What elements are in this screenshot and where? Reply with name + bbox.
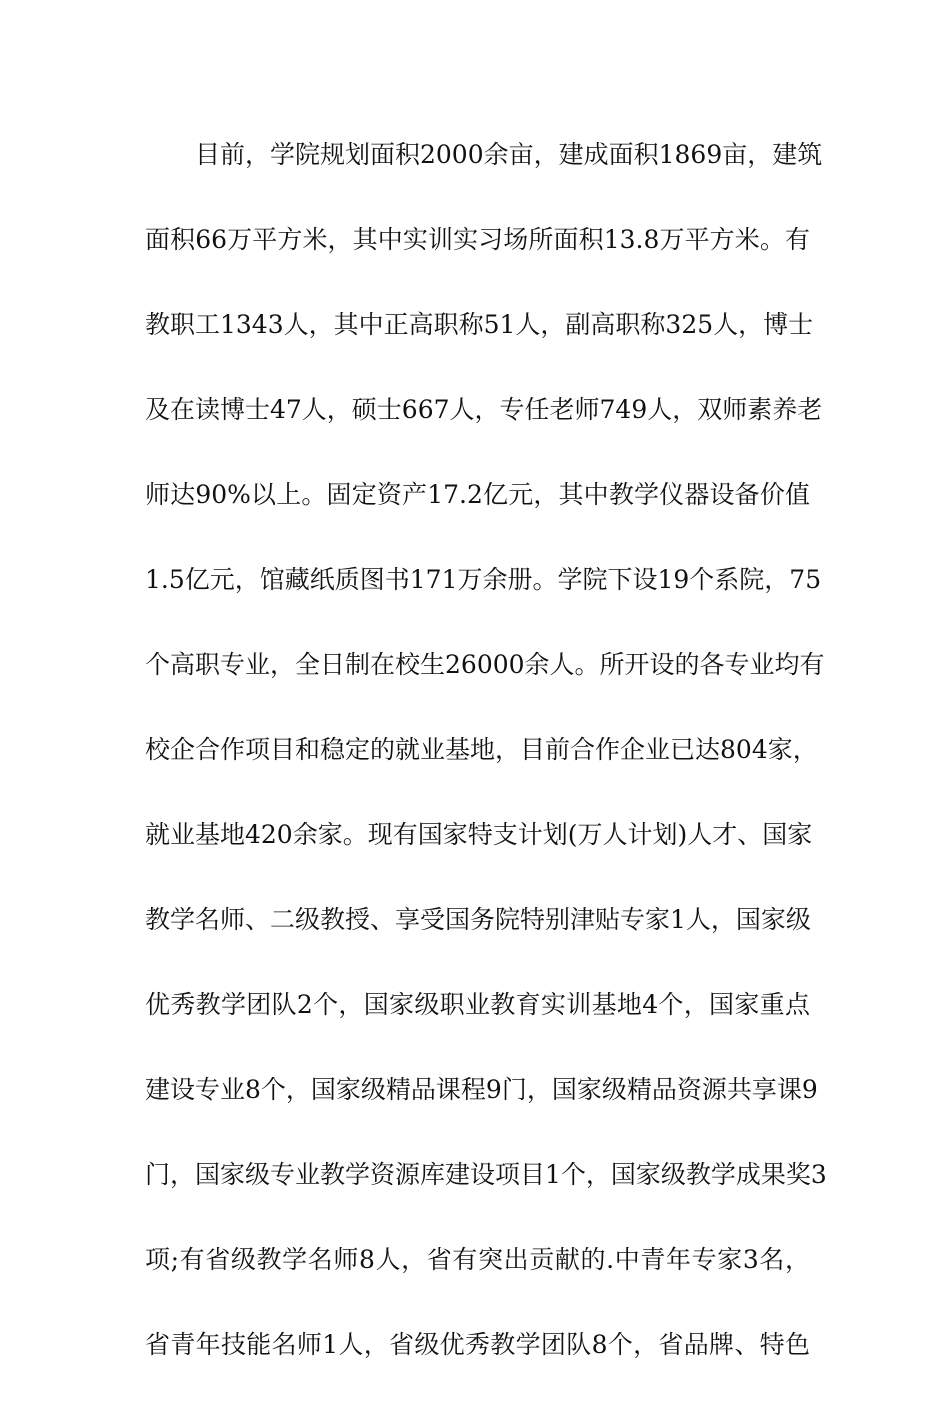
text-line: 目前，学院规划面积2000余亩，建成面积1869亩，建筑 [195, 140, 823, 169]
text-line: 面积66万平方米，其中实训实习场所面积13.8万平方米。有 [145, 225, 810, 254]
body-paragraph [145, 129, 827, 1404]
text-line: 师达90%以上。固定资产17.2亿元，其中教学仪器设备价值 [145, 480, 810, 509]
text-line: 个高职专业，全日制在校生26000余人。所开设的各专业均有 [145, 650, 825, 679]
text-line: 教职工1343人，其中正高职称51人，副高职称325人，博士 [145, 310, 814, 339]
text-line: 优秀教学团队2个，国家级职业教育实训基地4个，国家重点 [145, 990, 810, 1019]
text-line: 校企合作项目和稳定的就业基地，目前合作企业已达804家， [145, 735, 818, 764]
text-line: 教学名师、二级教授、享受国务院特别津贴专家1人，国家级 [145, 905, 811, 934]
text-line: 1.5亿元，馆藏纸质图书171万余册。学院下设19个系院，75 [145, 565, 822, 594]
text-line: 项;有省级教学名师8人，省有突出贡献的.中青年专家3名， [145, 1245, 810, 1274]
text-line: 建设专业8个，国家级精品课程9门，国家级精品资源共享课9 [145, 1075, 818, 1104]
text-line: 省青年技能名师1人，省级优秀教学团队8个，省品牌、特色 [145, 1330, 810, 1359]
text-line: 就业基地420余家。现有国家特支计划(万人计划)人才、国家 [145, 820, 813, 849]
text-line: 门，国家级专业教学资源库建设项目1个，国家级教学成果奖3 [145, 1160, 827, 1189]
text-line: 及在读博士47人，硕士667人，专任老师749人，双师素养老 [145, 395, 823, 424]
